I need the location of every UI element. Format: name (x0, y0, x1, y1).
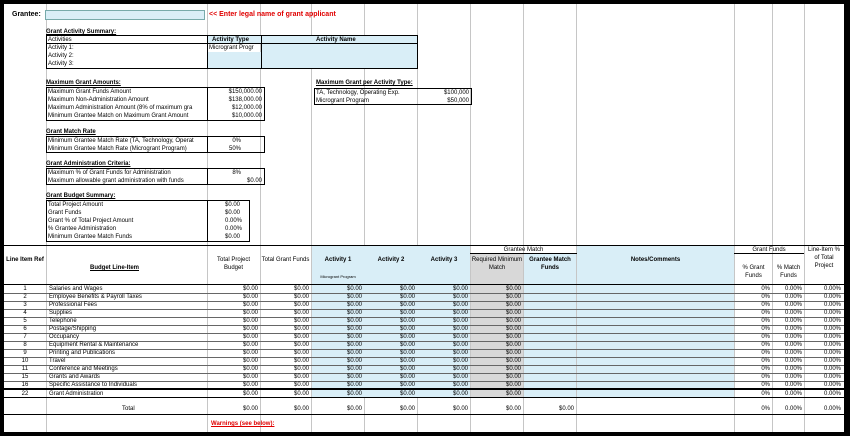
row-amount: $0.00 (399, 350, 415, 356)
budget-summary-label: Grant Funds (48, 210, 82, 216)
header-line-item: Line Item Ref (6, 257, 44, 263)
warnings-label: Warnings (see below): (211, 421, 275, 427)
table-row (4, 301, 844, 309)
row-line-item-pct: 0.00% (823, 326, 841, 332)
match-rate-value: 0% (232, 138, 241, 144)
row-amount: $0.00 (242, 382, 258, 388)
row-pct-match: 0.00% (784, 342, 802, 348)
row-amount: $0.00 (399, 310, 415, 316)
row-amount: $0.00 (399, 391, 415, 397)
row-line-item-pct: 0.00% (823, 302, 841, 308)
row-amount: $0.00 (346, 358, 362, 364)
row-line-item-pct: 0.00% (823, 310, 841, 316)
row-amount: $0.00 (242, 374, 258, 380)
divider (207, 136, 208, 153)
row-pct-grant: 0% (761, 286, 770, 292)
row-amount: $0.00 (346, 294, 362, 300)
grantee-label: Grantee: (12, 11, 41, 18)
divider (261, 35, 262, 69)
row-line-item-pct: 0.00% (823, 318, 841, 324)
table-row (4, 357, 844, 365)
row-amount: $0.00 (346, 302, 362, 308)
activity-name-cells[interactable] (262, 44, 417, 68)
row-pct-match: 0.00% (784, 382, 802, 388)
row-ref: 6 (23, 326, 27, 332)
header-total-budget: Total Project Budget (216, 257, 250, 271)
budget-summary-value: 0.00% (225, 226, 243, 232)
admin-criteria-title: Grant Administration Criteria: (46, 161, 131, 167)
row-amount: $0.00 (505, 318, 521, 324)
header-grantee-match-funds: Grantee Match Funds (529, 257, 571, 271)
row-label: Postage/Shipping (49, 326, 97, 332)
row-ref: 5 (23, 318, 27, 324)
row-amount: $0.00 (346, 391, 362, 397)
table-row (4, 341, 844, 349)
activity-summary-title: Grant Activity Summary: (46, 29, 117, 35)
admin-criteria-value: $0.00 (246, 178, 262, 184)
row-amount: $0.00 (346, 326, 362, 332)
row-label: Printing and Publications (49, 350, 116, 356)
header-required-match: Required Minimum Match (471, 257, 523, 271)
table-row (4, 325, 844, 333)
row-amount: $0.00 (399, 374, 415, 380)
row-ref: 11 (21, 366, 29, 372)
row-pct-grant: 0% (761, 342, 770, 348)
row-amount: $0.00 (452, 294, 468, 300)
spreadsheet (4, 4, 844, 432)
total-bottom-border (4, 414, 844, 415)
row-amount: $0.00 (293, 374, 309, 380)
row-amount: $0.00 (293, 302, 309, 308)
header-activity-1-sub: Microgrant Program (320, 274, 356, 279)
row-amount: $0.00 (505, 302, 521, 308)
activity-2-label: Activity 2: (48, 53, 74, 59)
max-amount-value: $138,000.00 (228, 97, 262, 103)
notes-header-bg (577, 246, 734, 284)
max-amount-label: Maximum Administration Amount (8% of maximum gra (48, 105, 193, 111)
row-amount: $0.00 (452, 310, 468, 316)
row-pct-grant: 0% (761, 302, 770, 308)
row-amount: $0.00 (293, 350, 309, 356)
row-amount: $0.00 (346, 342, 362, 348)
row-amount: $0.00 (242, 334, 258, 340)
header-activity-2: Activity 2 (377, 257, 405, 263)
row-ref: 7 (23, 334, 27, 340)
row-pct-match: 0.00% (784, 294, 802, 300)
row-line-item-pct: 0.00% (823, 366, 841, 372)
activity-1-type[interactable]: Microgrant Progr (209, 45, 254, 51)
row-amount: $0.00 (452, 406, 468, 412)
row-ref: 4 (23, 310, 27, 316)
row-amount: $0.00 (293, 358, 309, 364)
activity-3-label: Activity 3: (48, 61, 74, 67)
match-rate-label: Minimum Grantee Match Rate (TA, Technology, Operat (48, 138, 194, 144)
row-amount: $0.00 (293, 294, 309, 300)
row-amount: $0.00 (505, 310, 521, 316)
row-amount: $0.00 (293, 310, 309, 316)
row-label: Occupancy (49, 334, 80, 340)
table-row (4, 333, 844, 341)
row-amount: $0.00 (242, 318, 258, 324)
max-amount-value: $12,000.00 (231, 105, 262, 111)
row-ref: 22 (21, 391, 29, 397)
table-row (4, 373, 844, 381)
row-pct-grant: 0% (761, 318, 770, 324)
col-activities: Activities (48, 37, 72, 43)
row-amount: $0.00 (242, 294, 258, 300)
budget-summary-label: Grant % of Total Project Amount (48, 218, 134, 224)
row-amount: $0.00 (452, 358, 468, 364)
row-ref: 10 (21, 358, 29, 364)
row-label: Professional Fees (49, 302, 98, 308)
grantee-input[interactable] (45, 10, 205, 20)
row-pct-match: 0.00% (784, 326, 802, 332)
row-amount: $0.00 (505, 342, 521, 348)
row-line-item-pct: 0.00% (823, 342, 841, 348)
max-per-type-title: Maximum Grant per Activity Type: (316, 80, 413, 86)
row-amount: $0.00 (452, 391, 468, 397)
row-pct-grant: 0% (761, 350, 770, 356)
table-row (4, 349, 844, 357)
match-rate-label: Minimum Grantee Match Rate (Microgrant Program) (48, 146, 187, 152)
row-amount: $0.00 (399, 334, 415, 340)
row-amount: $0.00 (452, 302, 468, 308)
row-amount: $0.00 (242, 342, 258, 348)
col-activity-name: Activity Name (316, 37, 356, 43)
row-pct-grant: 0% (761, 374, 770, 380)
row-amount: $0.00 (346, 406, 362, 412)
row-label: Grant Administration (49, 391, 104, 397)
row-amount: $0.00 (346, 310, 362, 316)
max-amount-value: $150,000.00 (228, 89, 262, 95)
row-pct-grant: 0% (761, 326, 770, 332)
row-amount: $0.00 (293, 406, 309, 412)
budget-summary-value: 0.00% (225, 218, 243, 224)
row-line-item-pct: 0.00% (823, 294, 841, 300)
header-line-item-pct: Line-Item % of Total Project (807, 247, 840, 269)
budget-summary-value: $0.00 (225, 202, 241, 208)
header-activity-1: Activity 1 (324, 257, 352, 263)
row-amount: $0.00 (505, 406, 521, 412)
row-amount: $0.00 (505, 391, 521, 397)
row-ref: 2 (23, 294, 27, 300)
row-pct-match: 0.00% (784, 334, 802, 340)
budget-summary-value: $0.00 (225, 234, 241, 240)
row-line-item-pct: 0.00% (823, 391, 841, 397)
row-label: Telephone (49, 318, 77, 324)
row-pct-match: 0.00% (784, 366, 802, 372)
row-amount: $0.00 (293, 326, 309, 332)
table-row (4, 293, 844, 301)
row-amount: $0.00 (242, 302, 258, 308)
budget-summary-label: % Grantee Administration (48, 226, 117, 232)
row-label: Employee Benefits & Payroll Taxes (49, 294, 142, 300)
row-amount: $0.00 (452, 342, 468, 348)
admin-top-border (4, 388, 844, 390)
row-amount: $0.00 (293, 334, 309, 340)
header-notes: Notes/Comments (630, 257, 681, 263)
row-amount: $0.00 (346, 366, 362, 372)
row-amount: $0.00 (399, 302, 415, 308)
max-per-type-value: $50,000 (447, 98, 469, 104)
row-label: Supplies (49, 310, 73, 316)
row-pct-grant: 0% (761, 334, 770, 340)
row-amount: $0.00 (452, 382, 468, 388)
max-amount-label: Maximum Grant Funds Amount (48, 89, 132, 95)
admin-criteria-value: 8% (232, 170, 241, 176)
row-pct-grant: 0% (761, 382, 770, 388)
row-pct-grant: 0% (761, 358, 770, 364)
row-amount: $0.00 (346, 382, 362, 388)
divider (207, 35, 208, 69)
max-amount-value: $10,000.00 (231, 113, 262, 119)
row-line-item-pct: 0.00% (823, 358, 841, 364)
row-label: Travel (49, 358, 66, 364)
row-match-funds: $0.00 (558, 406, 574, 412)
row-amount: $0.00 (399, 294, 415, 300)
row-amount: $0.00 (242, 326, 258, 332)
row-amount: $0.00 (293, 366, 309, 372)
row-label: Total (122, 406, 135, 412)
row-line-item-pct: 0.00% (823, 334, 841, 340)
row-pct-match: 0.00% (784, 406, 802, 412)
row-amount: $0.00 (242, 350, 258, 356)
row-amount: $0.00 (346, 334, 362, 340)
table-row (4, 365, 844, 373)
row-pct-grant: 0% (761, 294, 770, 300)
row-pct-grant: 0% (761, 310, 770, 316)
row-pct-match: 0.00% (784, 286, 802, 292)
row-amount: $0.00 (346, 350, 362, 356)
row-line-item-pct: 0.00% (823, 406, 841, 412)
max-amount-label: Maximum Non-Administration Amount (48, 97, 149, 103)
row-line-item-pct: 0.00% (823, 286, 841, 292)
header-total-funds: Total Grant Funds (261, 257, 310, 263)
row-amount: $0.00 (242, 391, 258, 397)
row-pct-match: 0.00% (784, 374, 802, 380)
row-amount: $0.00 (505, 374, 521, 380)
header-pct-grant: % Grant Funds (742, 265, 765, 279)
table-row (4, 285, 844, 293)
row-label: Equipment Rental & Maintenance (49, 342, 139, 348)
row-amount: $0.00 (505, 350, 521, 356)
row-amount: $0.00 (346, 374, 362, 380)
table-row (4, 317, 844, 325)
row-amount: $0.00 (505, 382, 521, 388)
row-amount: $0.00 (505, 366, 521, 372)
budget-summary-value: $0.00 (225, 210, 241, 216)
row-amount: $0.00 (505, 326, 521, 332)
max-amount-label: Minimum Grantee Match on Maximum Grant Amount (48, 113, 189, 119)
row-amount: $0.00 (293, 391, 309, 397)
row-amount: $0.00 (399, 326, 415, 332)
budget-summary-label: Total Project Amount (48, 202, 104, 208)
row-pct-match: 0.00% (784, 310, 802, 316)
budget-summary-title: Grant Budget Summary: (46, 193, 116, 199)
header-activity-3: Activity 3 (430, 257, 458, 263)
row-amount: $0.00 (293, 342, 309, 348)
activity-type-cells[interactable] (207, 52, 261, 68)
row-amount: $0.00 (346, 286, 362, 292)
row-pct-match: 0.00% (784, 350, 802, 356)
max-amounts-title: Maximum Grant Amounts: (46, 80, 121, 86)
admin-bottom-border (4, 397, 844, 398)
match-rate-title: Grant Match Rate (46, 129, 96, 135)
row-amount: $0.00 (452, 366, 468, 372)
row-ref: 9 (23, 350, 27, 356)
row-label: Specific Assistance to Individuals (49, 382, 138, 388)
header-grant-funds: Grant Funds (752, 247, 786, 253)
row-amount: $0.00 (505, 334, 521, 340)
row-amount: $0.00 (293, 382, 309, 388)
match-rate-value: 50% (228, 146, 241, 152)
row-ref: 16 (21, 382, 29, 388)
max-per-type-label: TA, Technology, Operating Exp. (316, 90, 400, 96)
activity-1-label: Activity 1: (48, 45, 74, 51)
row-amount: $0.00 (242, 286, 258, 292)
row-pct-grant: 0% (761, 366, 770, 372)
row-pct-match: 0.00% (784, 318, 802, 324)
divider (207, 200, 208, 242)
row-amount: $0.00 (242, 310, 258, 316)
grantee-hint: << Enter legal name of grant applicant (209, 11, 336, 18)
header-budget-line: Budget Line-Item (90, 265, 139, 271)
row-amount: $0.00 (399, 286, 415, 292)
row-amount: $0.00 (399, 382, 415, 388)
row-ref: 15 (21, 374, 29, 380)
row-line-item-pct: 0.00% (823, 374, 841, 380)
row-amount: $0.00 (293, 318, 309, 324)
row-amount: $0.00 (242, 406, 258, 412)
row-label: Conference and Meetings (49, 366, 118, 372)
admin-criteria-label: Maximum % of Grant Funds for Administration (48, 170, 171, 176)
admin-criteria-label: Maximum allowable grant administration with funds (48, 178, 184, 184)
row-amount: $0.00 (452, 286, 468, 292)
row-amount: $0.00 (293, 286, 309, 292)
row-ref: 3 (23, 302, 27, 308)
row-line-item-pct: 0.00% (823, 382, 841, 388)
header-pct-match: % Match Funds (776, 265, 801, 279)
divider (207, 168, 208, 185)
row-amount: $0.00 (505, 286, 521, 292)
row-amount: $0.00 (346, 318, 362, 324)
row-pct-match: 0.00% (784, 391, 802, 397)
row-line-item-pct: 0.00% (823, 350, 841, 356)
row-amount: $0.00 (505, 358, 521, 364)
max-per-type-label: Microgrant Program (316, 98, 370, 104)
row-amount: $0.00 (452, 334, 468, 340)
row-pct-match: 0.00% (784, 302, 802, 308)
row-label: Salaries and Wages (49, 286, 103, 292)
row-ref: 8 (23, 342, 27, 348)
header-grantee-match: Grantee Match (503, 247, 544, 253)
row-amount: $0.00 (452, 326, 468, 332)
row-pct-grant: 0% (761, 391, 770, 397)
budget-summary-label: Minimum Grantee Match Funds (48, 234, 133, 240)
row-amount: $0.00 (242, 358, 258, 364)
divider (207, 87, 208, 121)
row-pct-match: 0.00% (784, 358, 802, 364)
row-amount: $0.00 (399, 342, 415, 348)
row-amount: $0.00 (452, 350, 468, 356)
row-amount: $0.00 (399, 318, 415, 324)
table-row (4, 405, 844, 413)
row-pct-grant: 0% (761, 406, 770, 412)
row-amount: $0.00 (399, 406, 415, 412)
row-amount: $0.00 (399, 358, 415, 364)
row-amount: $0.00 (399, 366, 415, 372)
row-amount: $0.00 (452, 318, 468, 324)
col-activity-type: Activity Type (212, 37, 249, 43)
row-amount: $0.00 (242, 366, 258, 372)
row-label: Grants and Awards (49, 374, 100, 380)
row-amount: $0.00 (505, 294, 521, 300)
table-row (4, 309, 844, 317)
row-ref: 1 (23, 286, 27, 292)
row-amount: $0.00 (452, 374, 468, 380)
max-per-type-value: $100,000 (443, 90, 469, 96)
